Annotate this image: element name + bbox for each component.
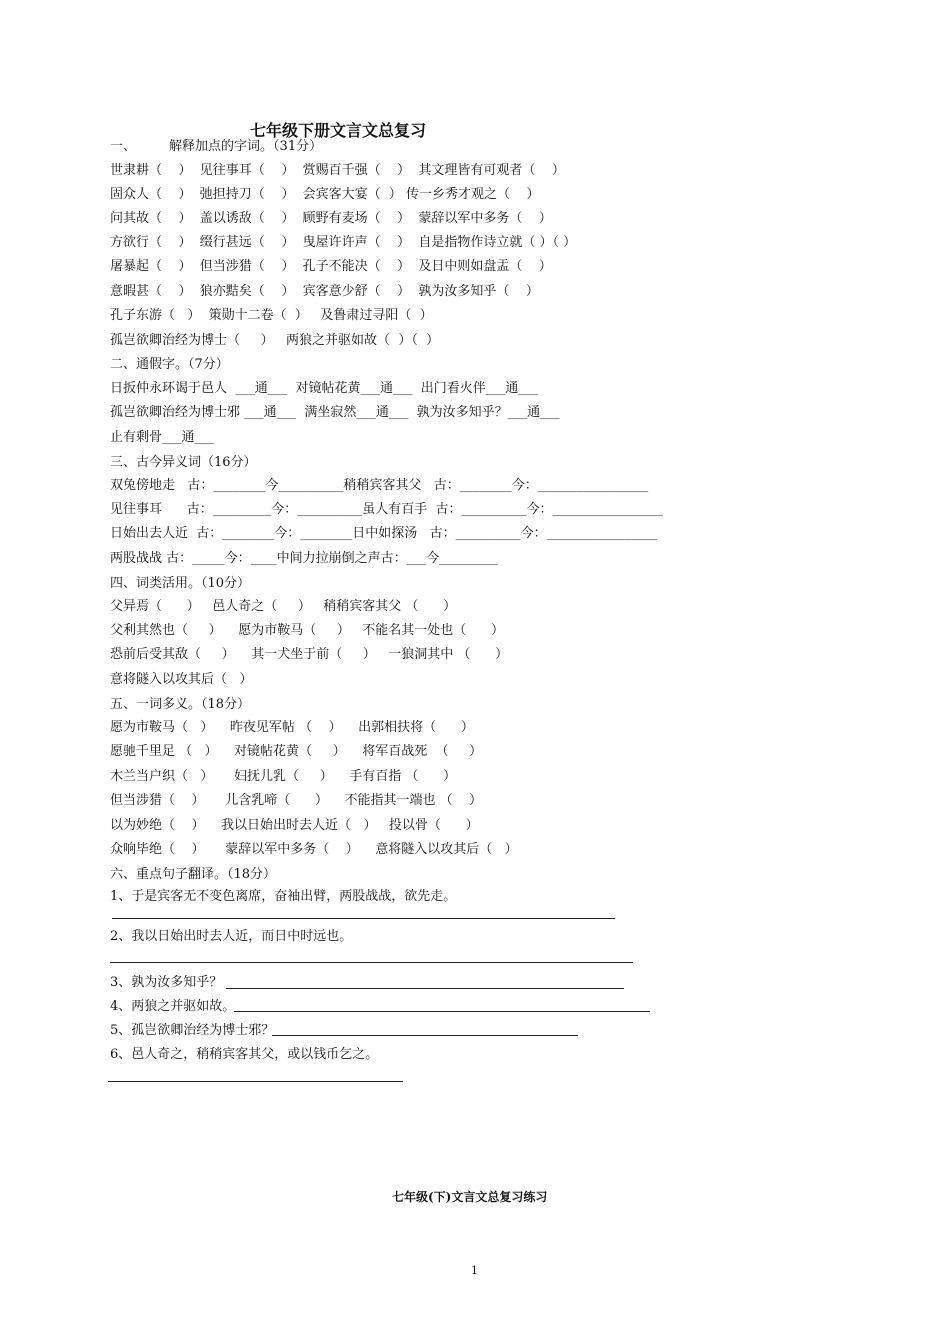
section-3-heading: 三、古今异义词（16分） bbox=[110, 455, 257, 470]
worksheet-title: 七年级下册文言文总复习 bbox=[250, 121, 427, 140]
question-line: 方欲行（ ） 缀行甚远（ ） 曳屋许许声（ ） 自是指物作诗立就（ ）（ ） bbox=[110, 235, 577, 250]
section-5-heading: 五、一词多义。（18分） bbox=[110, 697, 251, 712]
question-line: 孔子东游（ ） 策勋十二卷（ ） 及鲁肃过寻阳（ ） bbox=[110, 308, 433, 323]
answer-line[interactable] bbox=[110, 962, 633, 963]
question-line: 止有剩骨___通___ bbox=[110, 430, 215, 445]
question-line: 世隶耕（ ） 见往事耳（ ） 赏赐百千强（ ） 其文理皆有可观者（ ） bbox=[110, 163, 565, 178]
answer-line[interactable] bbox=[226, 988, 624, 989]
answer-line[interactable] bbox=[234, 1011, 650, 1012]
answer-line[interactable] bbox=[112, 918, 615, 919]
question-line: 愿为市鞍马（ ） 昨夜见军帖 （ ） 出郭相扶将（ ） bbox=[110, 720, 474, 735]
section-6-heading: 六、重点句子翻译。（18分） bbox=[110, 867, 277, 882]
translation-item: 5、孤岂欲卿治经为博士邪？ bbox=[110, 1023, 275, 1038]
question-line: 父异焉（ ） 邑人奇之（ ） 稍稍宾客其父 （ ） bbox=[110, 599, 457, 614]
question-line: 众响毕绝（ ） 蒙辞以军中多务（ ） 意将隧入以攻其后（ ） bbox=[110, 842, 518, 857]
question-line: 但当涉猎（ ） 儿含乳啼（ ） 不能指其一端也 （ ） bbox=[110, 793, 483, 808]
question-line: 意暇甚（ ） 狼亦黠矣（ ） 宾客意少舒（ ） 孰为汝多知乎（ ） bbox=[110, 284, 539, 299]
question-line: 两股战战 古：_____今：____中间力拉崩倒之声古：___今_________ bbox=[110, 551, 498, 566]
question-line: 愿驰千里足 （ ） 对镜帖花黄（ ） 将军百战死 （ ） bbox=[110, 744, 483, 759]
question-line: 以为妙绝（ ） 我以日始出时去人近（ ） 投以骨（ ） bbox=[110, 818, 479, 833]
page-number: 1 bbox=[471, 1264, 478, 1277]
question-line: 固众人（ ） 弛担持刀（ ） 会宾客大宴（ ） 传一乡秀才观之（ ） bbox=[110, 187, 540, 202]
section-2-heading: 二、通假字。（7分） bbox=[110, 357, 229, 372]
question-line: 日扳仲永环谒于邑人 ___通___ 对镜帖花黄___通___ 出门看火伴___通___ bbox=[110, 381, 538, 396]
translation-item: 2、我以日始出时去人近，而日中时远也。 bbox=[110, 929, 353, 944]
answer-line[interactable] bbox=[108, 1081, 403, 1082]
footer-title: 七年级(下)文言文总复习练习 bbox=[392, 1190, 548, 1204]
question-line: 日始出去人近 古：________今：________日中如探汤 古：__________今：_________________ bbox=[110, 526, 658, 541]
translation-item: 6、邑人奇之，稍稍宾客其父，或以钱币乞之。 bbox=[110, 1047, 379, 1062]
translation-item: 3、孰为汝多知乎？ bbox=[110, 975, 223, 990]
question-line: 屠暴起（ ） 但当涉猎（ ） 孔子不能决（ ） 及日中则如盘盂（ ） bbox=[110, 259, 552, 274]
question-line: 双兔傍地走 古：________今__________稍稍宾客其父 古：________今：_________________ bbox=[110, 478, 649, 493]
section-1-heading: 一、 解释加点的字词。（31分） bbox=[110, 139, 323, 154]
section-4-heading: 四、词类活用。（10分） bbox=[110, 576, 251, 591]
translation-item: 4、两狼之并驱如故。 bbox=[110, 999, 236, 1014]
question-line: 孤岂欲卿治经为博士邪 ___通___ 满坐寂然___通___ 孰为汝多知乎？___通___ bbox=[110, 405, 560, 420]
question-line: 见往事耳 古：_________今：__________虽人有百手 古：__________今：_________________ bbox=[110, 502, 664, 517]
question-line: 恐前后受其敌（ ） 其一犬坐于前（ ） 一狼洞其中 （ ） bbox=[110, 647, 509, 662]
question-line: 问其故（ ） 盖以诱敌（ ） 顾野有麦场（ ） 蒙辞以军中多务（ ） bbox=[110, 211, 552, 226]
question-line: 父利其然也（ ） 愿为市鞍马（ ） 不能名其一处也（ ） bbox=[110, 623, 505, 638]
question-line: 木兰当户织（ ） 妇抚儿乳（ ） 手有百指 （ ） bbox=[110, 769, 457, 784]
question-line: 孤岂欲卿治经为博士（ ） 两狼之并驱如故（ ）（ ） bbox=[110, 333, 440, 348]
translation-item: 1、于是宾客无不变色离席，奋袖出臂，两股战战，欲先走。 bbox=[110, 889, 457, 904]
answer-line[interactable] bbox=[272, 1035, 578, 1036]
question-line: 意将隧入以攻其后（ ） bbox=[110, 672, 253, 687]
